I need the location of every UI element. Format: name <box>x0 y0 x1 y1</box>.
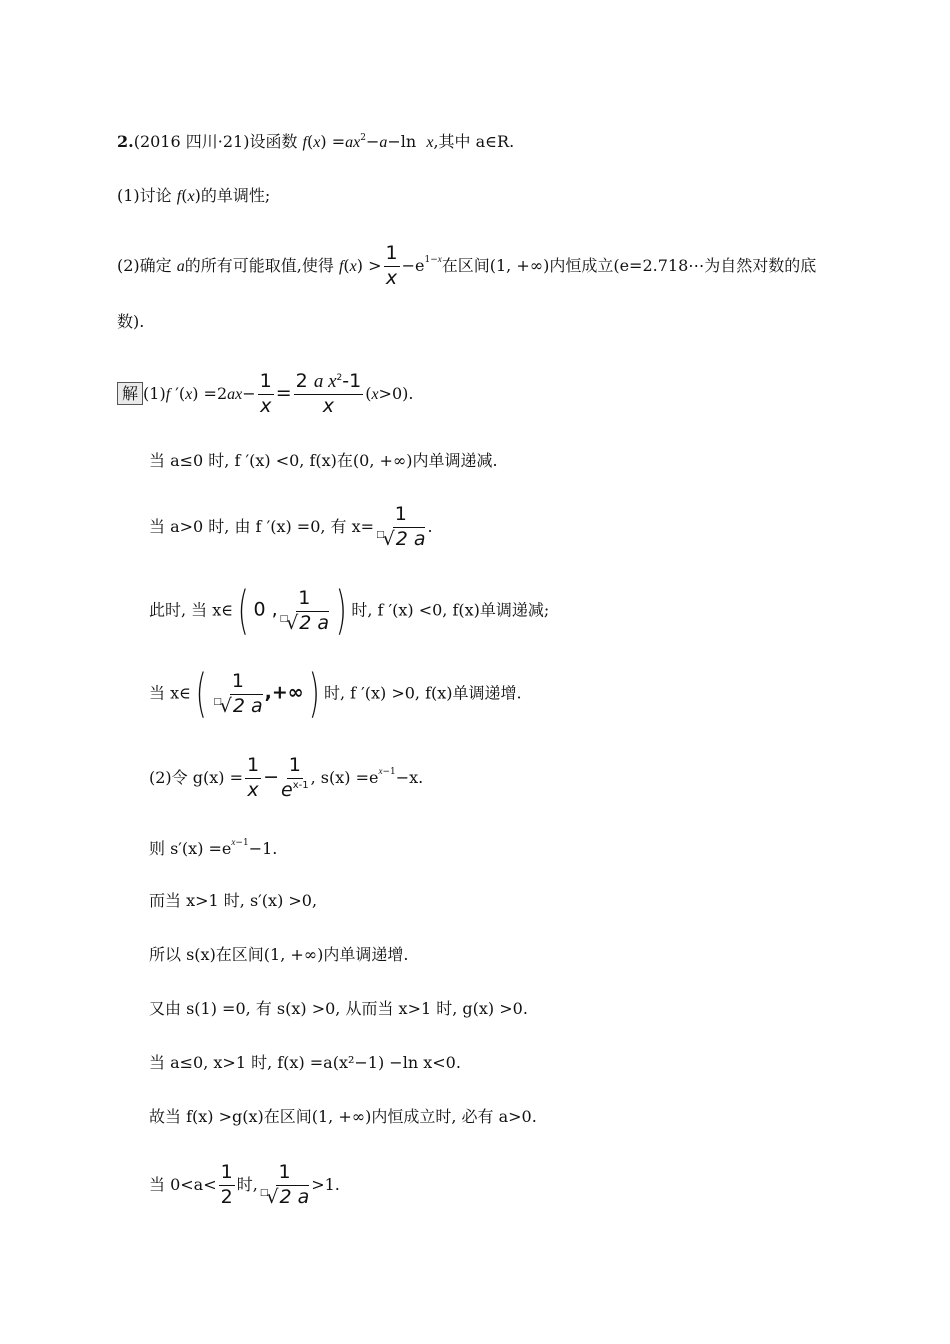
a-in-r: a∈R. <box>475 132 515 151</box>
solution-line-5: 当 x∈( $\frac{1}{^□√2 a}$ ,+∞) 时, f ′(x) >0, f(x)单调递增. <box>149 664 522 724</box>
solution-line-1: 解 (1)f ′(x) =2ax− $\frac{1}{x}$ = $\frac{2 a x^2-1}{x}$ (x>0). <box>117 372 413 417</box>
problem-number: 2. <box>117 132 134 151</box>
solution-line-3: 当 a>0 时, 由 f ′(x) =0, 有 x= $\frac{1}{^□√2 a}$ . <box>149 503 433 550</box>
solution-line-13: 当 0<a< $\frac{1}{2}$ 时, $\frac{1}{^□√2 a}$ >1. <box>149 1161 340 1208</box>
problem-part1: (1)讨论 f(x)的单调性; <box>117 186 271 205</box>
solution-line-8: 而当 x>1 时, s′(x) >0, <box>149 891 318 910</box>
solution-line-12: 故当 f(x) >g(x)在区间(1, +∞)内恒成立时, 必有 a>0. <box>149 1107 537 1126</box>
solution-line-7: 则 $s'(x) =e^{x-1}-1$. <box>149 837 278 858</box>
solution-line-4: 此时, 当 x∈( 0 , $\frac{1}{^□√2 a}$ ) 时, f ′(x) <0, f(x)单调递减; <box>149 581 550 641</box>
problem-source: (2016 四川·21) <box>133 132 250 151</box>
solution-line-11: 当 a≤0, x>1 时, f(x) =a(x²−1) −ln x<0. <box>149 1053 461 1072</box>
solution-line-6: (2)令 g(x) = $\frac{1}{x}$ − $\frac{1}{e^{x-1}}$ , $s(x) =e^{x-1}-x$. <box>149 754 424 801</box>
problem-part2-end: 数). <box>117 312 145 331</box>
problem-part2: (2)确定 a的所有可能取值,使得 f(x) > $\frac{1}{x}$ $-e^{1-x}$在区间(1, +∞)内恒成立(e=2.718⋯为自然对数的底 <box>117 242 817 289</box>
solution-line-2: 当 a≤0 时, f ′(x) <0, f(x)在(0, +∞)内单调递减. <box>149 451 498 470</box>
solution-line-9: 所以 s(x)在区间(1, +∞)内单调递增. <box>149 945 409 964</box>
solution-label: 解 <box>117 382 143 405</box>
solution-line-10: 又由 s(1) =0, 有 s(x) >0, 从而当 x>1 时, g(x) >0. <box>149 999 528 1018</box>
problem-stem: 2.(2016 四川·21)设函数 $f(x) =ax^2-a-\ln$ x,其中 a∈R. <box>117 132 515 151</box>
